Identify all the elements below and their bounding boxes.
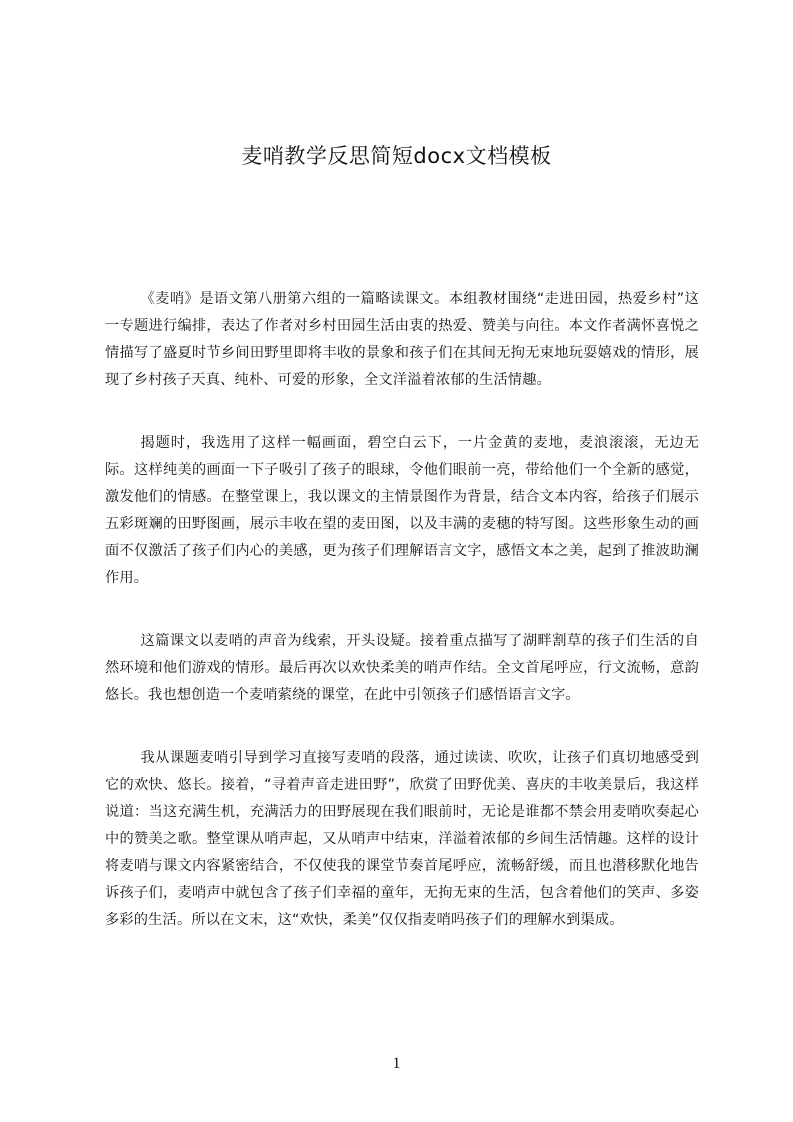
document-body — [105, 286, 699, 970]
paragraph-3: 这篇课文以麦哨的声音为线索，开头设疑。接着重点描写了湖畔割草的孩子们生活的自然环境和他们游戏的情形。最后再次以欢快柔美的哨声作结。全文首尾呼应，行文流畅，意韵悠长。我也想创造一个麦哨萦绕的课堂，在此中引领孩子们感悟语言文字。 — [105, 633, 699, 703]
page-number: 1 — [392, 1055, 401, 1072]
document-title: 麦哨教学反思简短docx文档模板 — [241, 144, 552, 168]
paragraph-1: 《麦哨》是语文第八册第六组的一篇略读课文。本组教材围绕“走进田园，热爱乡村”这一专题进行编排，表达了作者对乡村田园生活由衷的热爱、赞美与向往。本文作者满怀喜悦之情描写了盛夏时节乡间田野里即将丰收的景象和孩子们在其间无拘无束地玩耍嬉戏的情形，展现了乡村孩子天真、纯朴、可爱的形象，全文洋溢着浓郁的生活情趣。 — [105, 291, 699, 388]
paragraph-4: 我从课题麦哨引导到学习直接写麦哨的段落，通过读读、吹吹，让孩子们真切地感受到它的欢快、悠长。接着，“寻着声音走进田野”，欣赏了田野优美、喜庆的丰收美景后，我这样说道：当这充满生机，充满活力的田野展现在我们眼前时，无论是谁都不禁会用麦哨吹奏起心中的赞美之歌。整堂课从哨声起，又从哨声中结束，洋溢着浓郁的乡间生活情趣。这样的设计将麦哨与课文内容紧密结合，不仅使我的课堂节奏首尾呼应，流畅舒缓，而且也潜移默化地告诉孩子们，麦哨声中就包含了孩子们幸福的童年，无拘无束的生活，包含着他们的笑声、多姿多彩的生活。所以在文末，这“欢快，柔美”仅仅指麦哨吗孩子们的理解水到渠成。 — [105, 750, 699, 928]
paragraph-2: 揭题时，我选用了这样一幅画面，碧空白云下，一片金黄的麦地，麦浪滚滚，无边无际。这样纯美的画面一下子吸引了孩子的眼球，令他们眼前一亮，带给他们一个全新的感觉，激发他们的情感。在整堂课上，我以课文的主情景图作为背景，结合文本内容，给孩子们展示五彩斑斓的田野图画，展示丰收在望的麦田图，以及丰满的麦穗的特写图。这些形象生动的画面不仅激活了孩子们内心的美感，更为孩子们理解语言文字，感悟文本之美，起到了推波助澜作用。 — [105, 435, 699, 586]
